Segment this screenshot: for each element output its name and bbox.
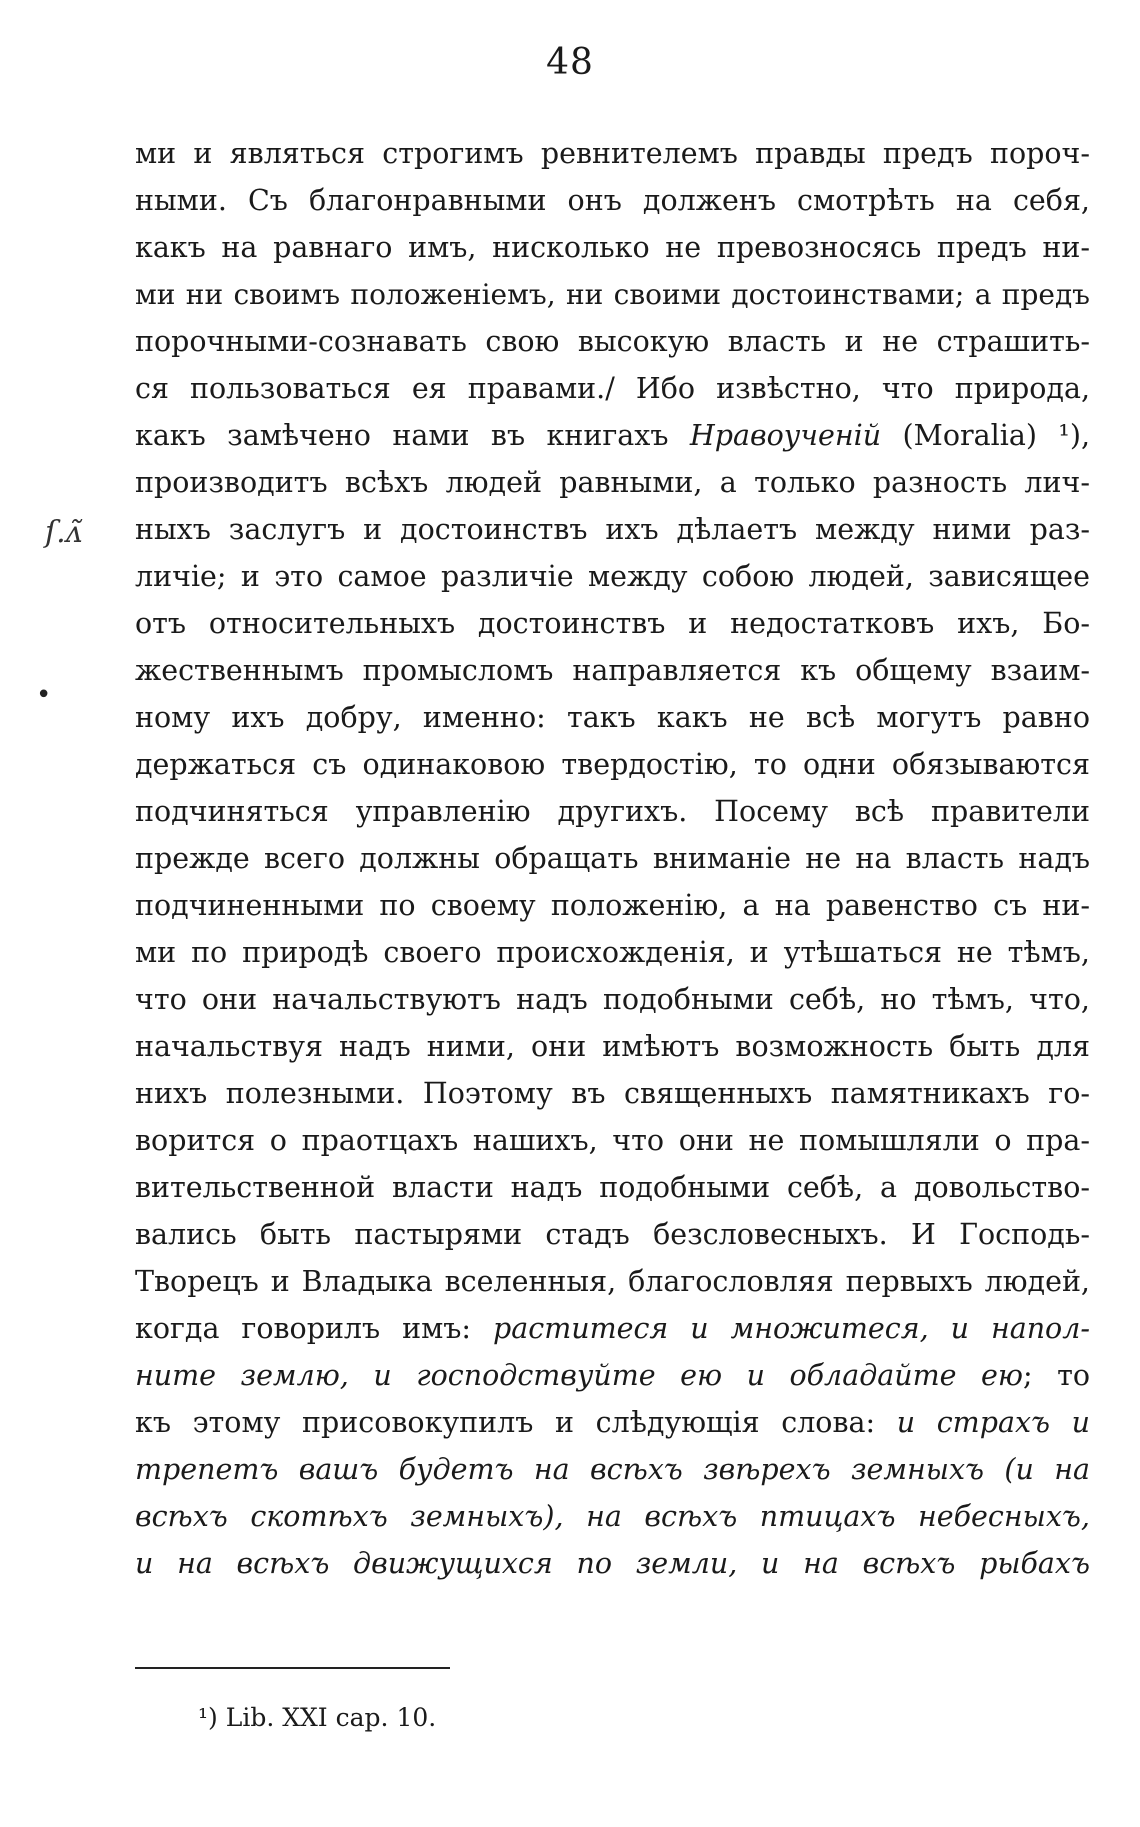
text-line — [135, 1258, 1090, 1305]
italic-text: раститеся и множитеся, и напол- — [493, 1312, 1090, 1345]
text-segment: что они начальствуютъ надъ подобными себѣ, но тѣмъ, что, — [135, 983, 1090, 1016]
page-number: 48 — [546, 42, 594, 83]
text-line — [135, 1070, 1090, 1117]
text-segment: подчиняться управленію другихъ. Посему всѣ правители — [135, 795, 1090, 828]
italic-text: трепетъ вашъ будетъ на всѣхъ звѣрехъ земныхъ (и на — [135, 1453, 1090, 1486]
text-segment: какъ на равнаго имъ, нисколько не превозносясь предъ ни- — [135, 231, 1090, 264]
text-segment: прежде всего должны обращать вниманіе не на власть надъ — [135, 842, 1090, 875]
text-line — [135, 1164, 1090, 1211]
text-segment: вались быть пастырями стадъ безсловесныхъ. И Господь- — [135, 1218, 1090, 1251]
text-line — [135, 788, 1090, 835]
footnote-rule — [135, 1667, 450, 1669]
text-segment: вительственной власти надъ подобными себѣ, а довольство- — [135, 1171, 1090, 1204]
text-segment: какъ замѣчено нами въ книгахъ — [135, 419, 690, 452]
text-segment: ми и являться строгимъ ревнителемъ правды предъ пороч- — [135, 137, 1090, 170]
text-line — [135, 835, 1090, 882]
text-segment: жественнымъ промысломъ направляется къ общему взаим- — [135, 654, 1090, 687]
text-segment: Творецъ и Владыка вселенныя, благословляя первыхъ людей, — [135, 1265, 1090, 1298]
italic-text: Нравоученій — [689, 419, 882, 452]
text-line — [135, 271, 1090, 318]
text-segment: когда говорилъ имъ: — [135, 1312, 493, 1345]
text-line — [135, 1305, 1090, 1352]
footnote: ¹) Lib. XXI cap. 10. — [198, 1703, 437, 1732]
text-segment: отъ относительныхъ достоинствъ и недостатковъ ихъ, Бо- — [135, 607, 1090, 640]
text-line — [135, 224, 1090, 271]
text-line — [135, 882, 1090, 929]
text-line — [135, 694, 1090, 741]
text-line — [135, 459, 1090, 506]
text-segment: личіе; и это самое различіе между собою людей, зависящее — [135, 560, 1090, 593]
text-segment: ся пользоваться ея правами./ Ибо извѣстно, что природа, — [135, 372, 1090, 405]
margin-dot: • — [36, 680, 52, 710]
text-segment: производитъ всѣхъ людей равными, а только разность лич- — [135, 466, 1090, 499]
text-line — [135, 647, 1090, 694]
text-segment: ному ихъ добру, именно: такъ какъ не всѣ могутъ равно — [135, 701, 1090, 734]
text-line — [135, 553, 1090, 600]
italic-text: ните землю, и господствуйте ею и обладайте ею — [135, 1359, 1023, 1392]
text-segment: начальствуя надъ ними, они имѣютъ возможность быть для — [135, 1030, 1090, 1063]
text-line — [135, 506, 1090, 553]
italic-text: всѣхъ скотѣхъ земныхъ), на всѣхъ птицахъ небесныхъ, — [135, 1500, 1090, 1533]
text-segment: къ этому присовокупилъ и слѣдующія слова: — [135, 1406, 897, 1439]
text-line — [135, 1540, 1090, 1587]
text-segment: подчиненными по своему положенію, а на равенство съ ни- — [135, 889, 1090, 922]
text-line — [135, 1117, 1090, 1164]
text-segment: держаться съ одинаковою твердостію, то одни обязываются — [135, 748, 1090, 781]
text-segment: нихъ полезными. Поэтому въ священныхъ памятникахъ го- — [135, 1077, 1090, 1110]
text-line — [135, 1493, 1090, 1540]
text-segment: ныхъ заслугъ и достоинствъ ихъ дѣлаетъ между ними раз- — [135, 513, 1090, 546]
text-line — [135, 741, 1090, 788]
text-line — [135, 976, 1090, 1023]
text-line — [135, 929, 1090, 976]
handwritten-margin-mark: ſ.ᴧ̃ — [45, 515, 83, 550]
text-line — [135, 1399, 1090, 1446]
text-line — [135, 1352, 1090, 1399]
italic-text: и на всѣхъ движущихся по земли, и на всѣхъ рыбахъ — [135, 1547, 1090, 1580]
text-segment: порочными-сознавать свою высокую власть и не страшить- — [135, 325, 1090, 358]
text-segment: ворится о праотцахъ нашихъ, что они не помышляли о пра- — [135, 1124, 1090, 1157]
text-line — [135, 412, 1090, 459]
text-line — [135, 365, 1090, 412]
text-line — [135, 1446, 1090, 1493]
text-segment: ми по природѣ своего происхожденія, и утѣшаться не тѣмъ, — [135, 936, 1090, 969]
text-segment: ными. Съ благонравными онъ долженъ смотрѣть на себя, — [135, 184, 1090, 217]
text-line — [135, 318, 1090, 365]
text-segment: ми ни своимъ положеніемъ, ни своими достоинствами; а предъ — [135, 278, 1090, 311]
text-line — [135, 1023, 1090, 1070]
text-segment: (Moralia) ¹), — [881, 419, 1090, 452]
text-line — [135, 177, 1090, 224]
text-line — [135, 600, 1090, 647]
body-text — [135, 130, 1090, 1587]
italic-text: и страхъ и — [896, 1406, 1090, 1439]
text-line — [135, 130, 1090, 177]
text-line — [135, 1211, 1090, 1258]
text-segment: ; то — [1022, 1359, 1091, 1392]
